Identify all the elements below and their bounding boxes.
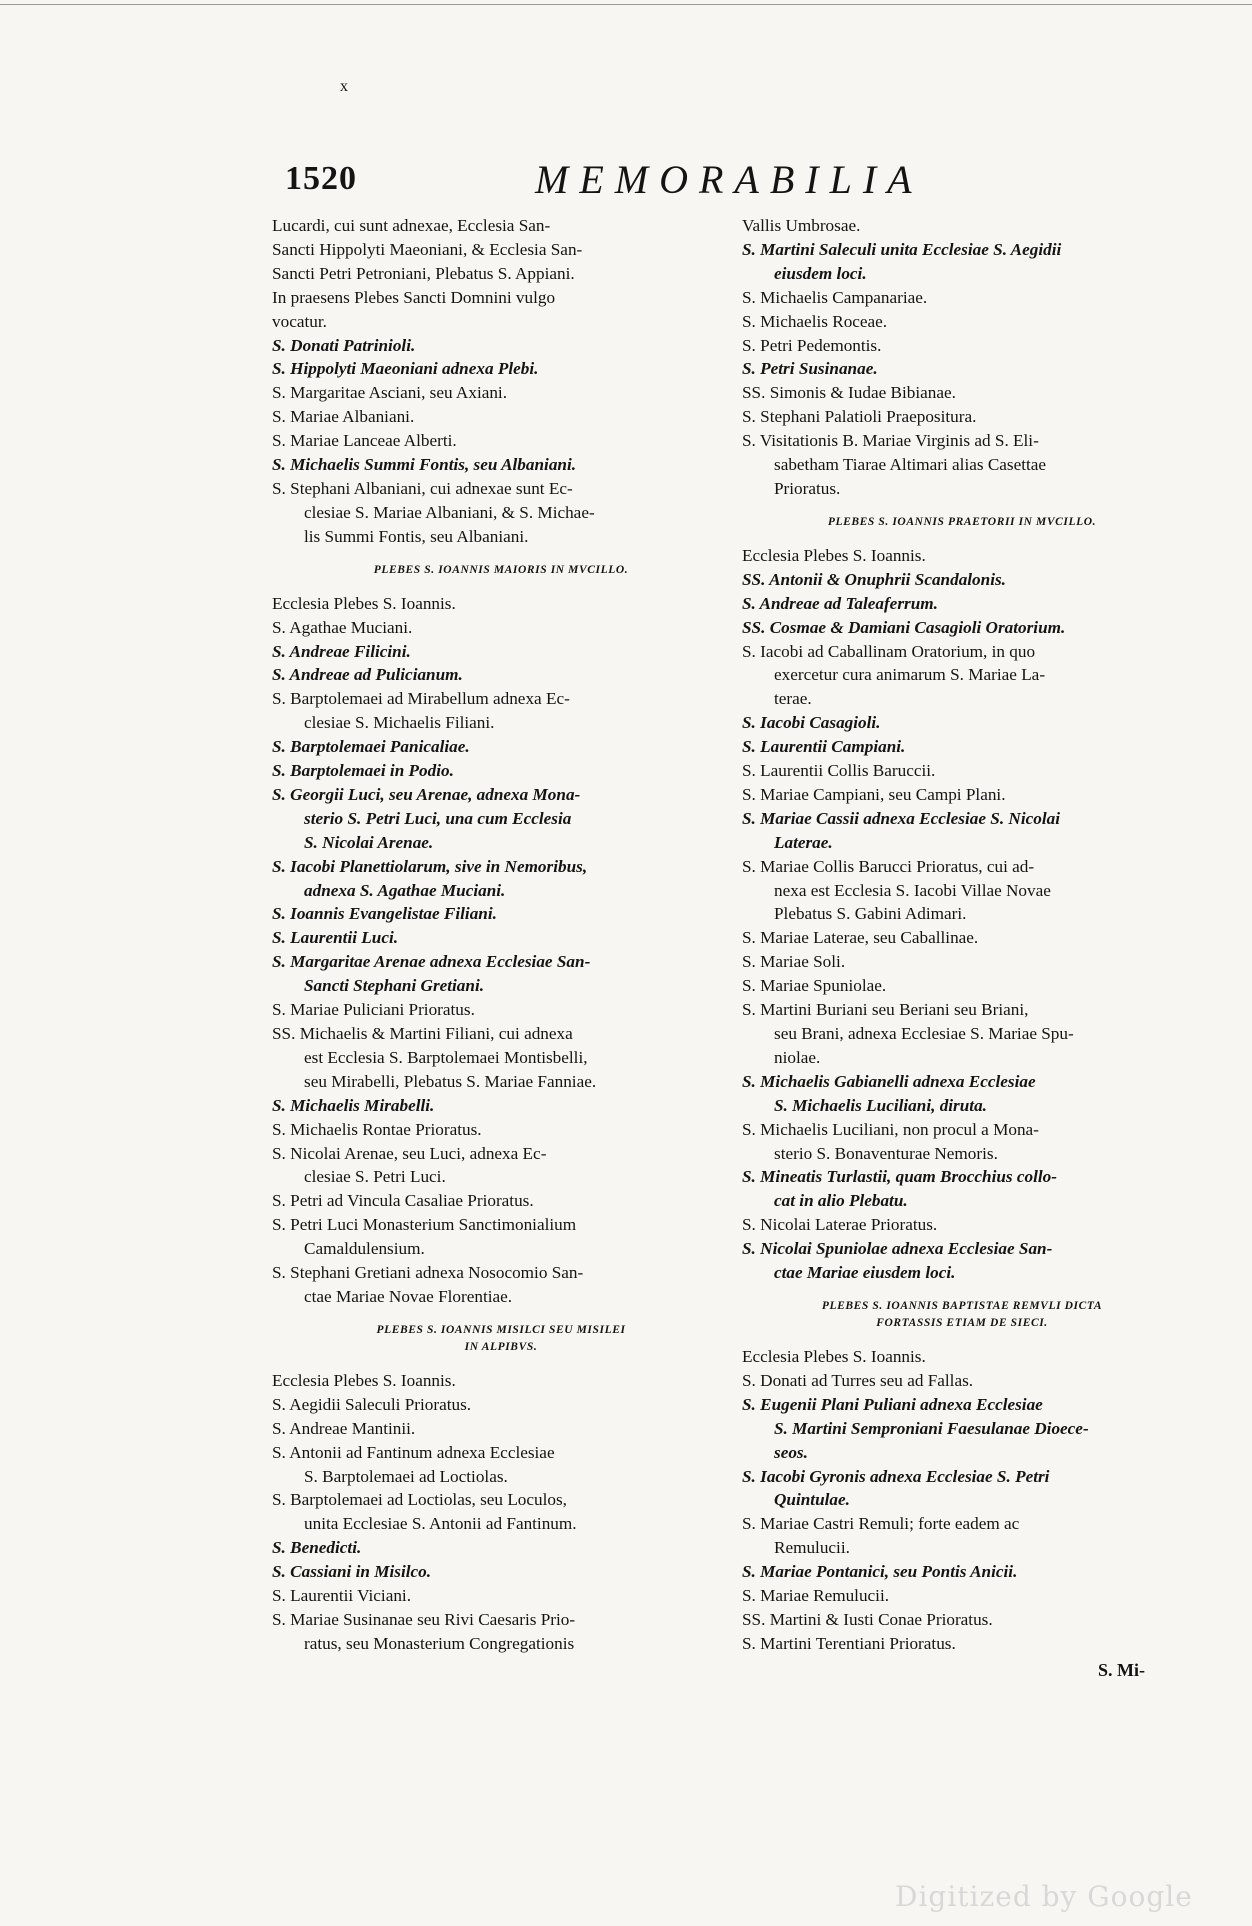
list-entry: S. Michaelis Luciliani, non procul a Mona- sterio S. Bonaventurae Nemoris. xyxy=(742,1119,1039,1163)
list-entry: S. Benedicti. xyxy=(272,1538,362,1558)
running-head: MEMORABILIA xyxy=(535,157,923,202)
list-entry: S. Mariae Albaniani. xyxy=(272,407,415,427)
list-entry: Ecclesia Plebes S. Ioannis. xyxy=(272,1370,456,1390)
list-entry: SS. Michaelis & Martini Filiani, cui adnexa est Ecclesia S. Barptolemaei Montisbelli, seu Mirabelli, Plebatus S. Mariae Fanniae. xyxy=(272,1024,597,1091)
list-entry: S. Mariae Campiani, seu Campi Plani. xyxy=(742,784,1006,804)
list-entry: S. Mariae Castri Remuli; forte eadem ac Remulucii. xyxy=(742,1514,1020,1558)
list-entry: S. Mariae Spuniolae. xyxy=(742,976,887,996)
section-heading: PLEBES S. IOANNIS BAPTISTAE REMVLI DICTA FORTASSIS ETIAM DE SIECI. xyxy=(821,1299,1103,1329)
list-entry: S. Stephani Gretiani adnexa Nosocomio San- ctae Mariae Novae Florentiae. xyxy=(272,1263,584,1306)
list-entry: S. Mariae Soli. xyxy=(742,952,846,972)
list-entry: S. Mariae Pontanici, seu Pontis Anicii. xyxy=(742,1562,1018,1582)
list-entry: S. Antonii ad Fantinum adnexa Ecclesiae S. Barptolemaei ad Loctiolas. xyxy=(272,1442,555,1486)
list-entry: Ecclesia Plebes S. Ioannis. xyxy=(742,1346,926,1366)
section-heading: PLEBES S. IOANNIS MAIORIS IN MVCILLO. xyxy=(373,563,629,576)
list-entry: S. Michaelis Roceae. xyxy=(742,311,888,331)
list-entry: S. Nicolai Spuniolae adnexa Ecclesiae San- ctae Mariae eiusdem loci. xyxy=(742,1239,1053,1283)
page-number: 1520 xyxy=(285,160,357,197)
list-entry: S. Donati ad Turres seu ad Fallas. xyxy=(742,1370,974,1390)
list-entry: S. Iacobi Gyronis adnexa Ecclesiae S. Petri Quintulae. xyxy=(742,1466,1050,1510)
list-entry: S. Petri Luci Monasterium Sanctimonialium Camaldulensium. xyxy=(272,1215,577,1259)
list-entry: S. Mariae Remulucii. xyxy=(742,1586,890,1606)
list-entry: S. Petri Susinanae. xyxy=(742,359,878,379)
list-entry: SS. Antonii & Onuphrii Scandalonis. xyxy=(742,569,1006,589)
list-entry: S. Michaelis Summi Fontis, seu Albaniani. xyxy=(272,455,577,475)
list-entry: S. Michaelis Campanariae. xyxy=(742,287,928,307)
list-entry: S. Laurentii Campiani. xyxy=(742,737,906,757)
right-column xyxy=(742,214,1182,1656)
list-entry: S. Iacobi Planettiolarum, sive in Nemoribus, adnexa S. Agathae Muciani. xyxy=(272,856,588,900)
list-entry: S. Iacobi Casagioli. xyxy=(742,713,881,733)
list-entry: Ecclesia Plebes S. Ioannis. xyxy=(742,545,926,565)
list-entry: S. Barptolemaei ad Mirabellum adnexa Ec- clesiae S. Michaelis Filiani. xyxy=(272,689,570,733)
list-entry: S. Michaelis Rontae Prioratus. xyxy=(272,1119,482,1139)
list-entry: S. Petri Pedemontis. xyxy=(742,335,882,355)
list-entry: S. Georgii Luci, seu Arenae, adnexa Mona- sterio S. Petri Luci, una cum Ecclesia S. Nicolai Arenae. xyxy=(272,784,581,852)
list-entry: S. Andreae ad Taleaferrum. xyxy=(742,593,938,613)
list-entry: Vallis Umbrosae. xyxy=(742,216,861,235)
list-entry: S. Mariae Collis Barucci Prioratus, cui ad- nexa est Ecclesia S. Iacobi Villae Novae Plebatus S. Gabini Adimari. xyxy=(742,856,1051,924)
list-entry: S. Martini Saleculi unita Ecclesiae S. Aegidii eiusdem loci. xyxy=(742,239,1062,283)
list-entry: S. Mineatis Turlastii, quam Brocchius collo- cat in alio Plebatu. xyxy=(742,1167,1057,1211)
list-entry: S. Stephani Palatioli Praepositura. xyxy=(742,407,977,427)
list-entry: S. Iacobi ad Caballinam Oratorium, in quo exercetur cura animarum S. Mariae La- terae. xyxy=(742,641,1046,709)
list-entry: S. Andreae ad Pulicianum. xyxy=(272,665,463,685)
list-entry: S. Michaelis Mirabelli. xyxy=(272,1095,435,1115)
list-entry: S. Nicolai Arenae, seu Luci, adnexa Ec- clesiae S. Petri Luci. xyxy=(272,1143,547,1187)
list-entry: S. Cassiani in Misilco. xyxy=(272,1562,432,1582)
list-entry: S. Margaritae Asciani, seu Axiani. xyxy=(272,383,508,403)
digitized-watermark: Digitized by Google xyxy=(895,1880,1193,1913)
list-entry: S. Andreae Mantinii. xyxy=(272,1418,416,1438)
list-entry: S. Barptolemaei Panicaliae. xyxy=(272,737,470,757)
list-entry: S. Barptolemaei ad Loctiolas, seu Loculos, unita Ecclesiae S. Antonii ad Fantinum. xyxy=(272,1490,577,1534)
list-entry: S. Martini Terentiani Prioratus. xyxy=(742,1633,956,1653)
list-entry: S. Visitationis B. Mariae Virginis ad S. Eli- sabetham Tiarae Altimari alias Casettae Prioratus. xyxy=(742,431,1047,498)
marginal-mark: x xyxy=(340,78,348,95)
list-entry: S. Petri ad Vincula Casaliae Prioratus. xyxy=(272,1191,534,1211)
list-entry: S. Ioannis Evangelistae Filiani. xyxy=(272,904,497,924)
list-entry: S. Mariae Lanceae Alberti. xyxy=(272,431,457,451)
list-entry: S. Eugenii Plani Puliani adnexa Ecclesiae S. Martini Semproniani Faesulanae Dioece- seos. xyxy=(742,1394,1089,1462)
left-column xyxy=(272,214,730,1656)
list-entry: S. Nicolai Laterae Prioratus. xyxy=(742,1215,938,1235)
list-entry: SS. Cosmae & Damiani Casagioli Oratorium. xyxy=(742,617,1066,637)
list-entry: S. Laurentii Collis Baruccii. xyxy=(742,761,936,781)
top-border-line xyxy=(0,4,1252,5)
list-entry: Lucardi, cui sunt adnexae, Ecclesia San- Sancti Hippolyti Maeoniani, & Ecclesia San- Sancti Petri Petroniani, Plebatus S. Appiani. In praesens Plebes Sancti Domnini vulgo vocatur. xyxy=(272,216,583,331)
list-entry: S. Mariae Puliciani Prioratus. xyxy=(272,1000,475,1020)
list-entry: S. Hippolyti Maeoniani adnexa Plebi. xyxy=(272,359,539,379)
list-entry: S. Michaelis Gabianelli adnexa Ecclesiae S. Michaelis Luciliani, diruta. xyxy=(742,1071,1036,1115)
list-entry: SS. Martini & Iusti Conae Prioratus. xyxy=(742,1609,993,1629)
list-entry: S. Laurentii Viciani. xyxy=(272,1586,411,1606)
catchword: S. Mi- xyxy=(1098,1660,1145,1680)
list-entry: S. Mariae Cassii adnexa Ecclesiae S. Nicolai Laterae. xyxy=(742,808,1060,852)
section-heading: PLEBES S. IOANNIS PRAETORII IN MVCILLO. xyxy=(827,515,1097,528)
list-entry: S. Barptolemaei in Podio. xyxy=(272,761,454,781)
list-entry: S. Martini Buriani seu Beriani seu Briani, seu Brani, adnexa Ecclesiae S. Mariae Spu- niolae. xyxy=(742,1000,1074,1067)
list-entry: S. Laurentii Luci. xyxy=(272,928,399,948)
list-entry: S. Agathae Muciani. xyxy=(272,617,413,637)
list-entry: S. Margaritae Arenae adnexa Ecclesiae San- Sancti Stephani Gretiani. xyxy=(272,952,591,996)
list-entry: S. Mariae Susinanae seu Rivi Caesaris Prio- ratus, seu Monasterium Congregationis xyxy=(272,1609,576,1653)
list-entry: S. Andreae Filicini. xyxy=(272,641,411,661)
list-entry: S. Stephani Albaniani, cui adnexae sunt Ec- clesiae S. Mariae Albaniani, & S. Michae- lis Summi Fontis, seu Albaniani. xyxy=(272,478,595,546)
section-heading: PLEBES S. IOANNIS MISILCI SEU MISILEI IN ALPIBVS. xyxy=(376,1323,626,1353)
list-entry: S. Donati Patrinioli. xyxy=(272,335,416,355)
list-entry: S. Aegidii Saleculi Prioratus. xyxy=(272,1394,472,1414)
list-entry: S. Mariae Laterae, seu Caballinae. xyxy=(742,928,979,948)
list-entry: Ecclesia Plebes S. Ioannis. xyxy=(272,593,456,613)
list-entry: SS. Simonis & Iudae Bibianae. xyxy=(742,383,956,403)
